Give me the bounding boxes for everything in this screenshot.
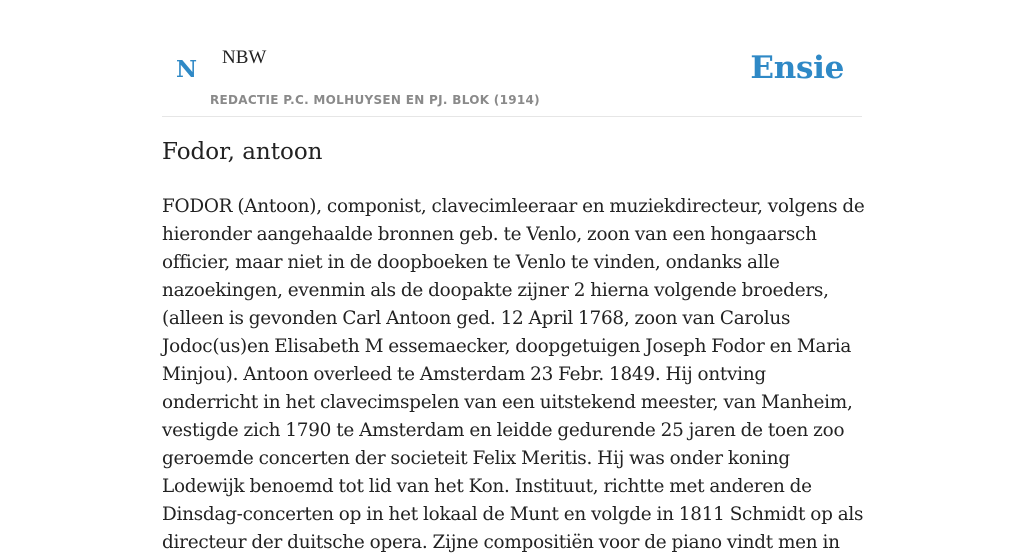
ensie-logo[interactable]: Ensie [750,50,844,86]
source-subtitle: REDACTIE P.C. MOLHUYSEN EN PJ. BLOK (1914) [210,93,540,107]
article-title: Fodor, antoon [162,139,323,165]
article-body: FODOR (Antoon), componist, clavecimleeraar en muziekdirecteur, volgens de hieronder aangehaalde bronnen geb. te Venlo, zoon van een hongaarsch officier, maar niet in de doopboeken te Venlo te vinden, ondanks alle nazoekingen, evenmin als de doopakte zijner 2 hierna volgende broeders, (alleen is gevonden Carl Antoon ged. 12 April 1768, zoon van Carolus Jodoc(us)en Elisabeth M essemaecker, doopgetuigen Joseph Fodor en Maria Minjou). Antoon overleed te Amsterdam 23 Febr. 1849. Hij ontving onderricht in het clavecimspelen van een uitstekend meester, van Manheim, vestigde zich 1790 te Amsterdam en leidde gedurende 25 jaren de toen zoo geroemde concerten der societeit Felix Meritis. Hij was onder koning Lodewijk benoemd tot lid van het Kon. Instituut, richtte met anderen de Dinsdag-concerten op in het lokaal de Munt en volgde in 1811 Schmidt op als directeur der duitsche opera. Zijne compositiën voor de piano vindt men in [162,196,865,553]
source-name[interactable]: NBW [222,47,267,68]
source-logo-icon[interactable]: N [176,56,198,83]
header [162,0,862,117]
